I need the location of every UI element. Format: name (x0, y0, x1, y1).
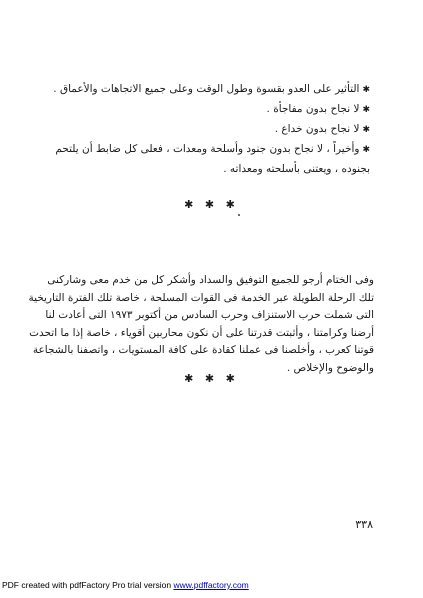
bullet-item (55, 140, 370, 160)
bullet-text: لا نجاح بدون مفاجأة . (266, 103, 360, 115)
section-separator: ✱ ✱ ✱ (184, 198, 239, 211)
paragraph-line: التى شملت حرب الاستنزاف وحرب السادس من أكتوبر ١٩٧٣ التى أعادت لنا (45, 309, 374, 321)
bullet-item (58, 120, 370, 140)
bullet-text: التأثير على العدو بقسوة وطول الوقت وعلى جميع الاتجاهات والأعماق . (53, 83, 360, 95)
bullet-item (53, 80, 370, 100)
stray-dot (238, 214, 240, 216)
paragraph-line: تلك الرحلة الطويلة عبر الخدمة فى القوات المسلحة ، خاصة تلك الفترة التاريخية (28, 291, 374, 304)
pdf-footer (2, 580, 249, 590)
paragraph-line: قوتنا كعرب ، وأخلصنا فى عملنا كقادة على كافة المستويات ، واتصفنا بالشجاعة (32, 344, 374, 356)
bullet-list (53, 80, 370, 179)
bullet-text: لا نجاح بدون خداع . (274, 123, 360, 135)
page-number: ٣٣٨ (355, 518, 373, 531)
paragraph-line: وفى الختام أرجو للجميع التوفيق والسداد وأشكر كل من خدم معى وشاركنى (47, 274, 374, 286)
paragraph-line: والوضوح والإخلاص . (286, 361, 374, 374)
bullet-text: وأخيراً ، لا نجاح بدون جنود وأسلحة ومعدات ، فعلى كل ضابط أن يلتحم (55, 143, 360, 155)
bullet-item (58, 100, 370, 120)
bullet-continuation: بجنوده ، ويعتنى بأسلحته ومعداته . (223, 163, 370, 175)
paragraph-line: أرضنا وكرامتنا ، وأثبتت قدرتنا على أن نكون محاربين أقوياء ، خاصة إذا ما اتحدت (29, 326, 374, 339)
footer-text: PDF created with pdfFactory Pro trial version (2, 580, 174, 590)
footer-link[interactable]: www.pdffactory.com (173, 580, 249, 590)
closing-paragraph (28, 272, 374, 377)
asterisk-icon: ✱ (362, 145, 370, 155)
asterisk-icon: ✱ (362, 125, 370, 135)
asterisk-icon: ✱ (362, 85, 370, 95)
section-separator: ✱ ✱ ✱ (184, 372, 239, 385)
asterisk-icon: ✱ (362, 105, 370, 115)
